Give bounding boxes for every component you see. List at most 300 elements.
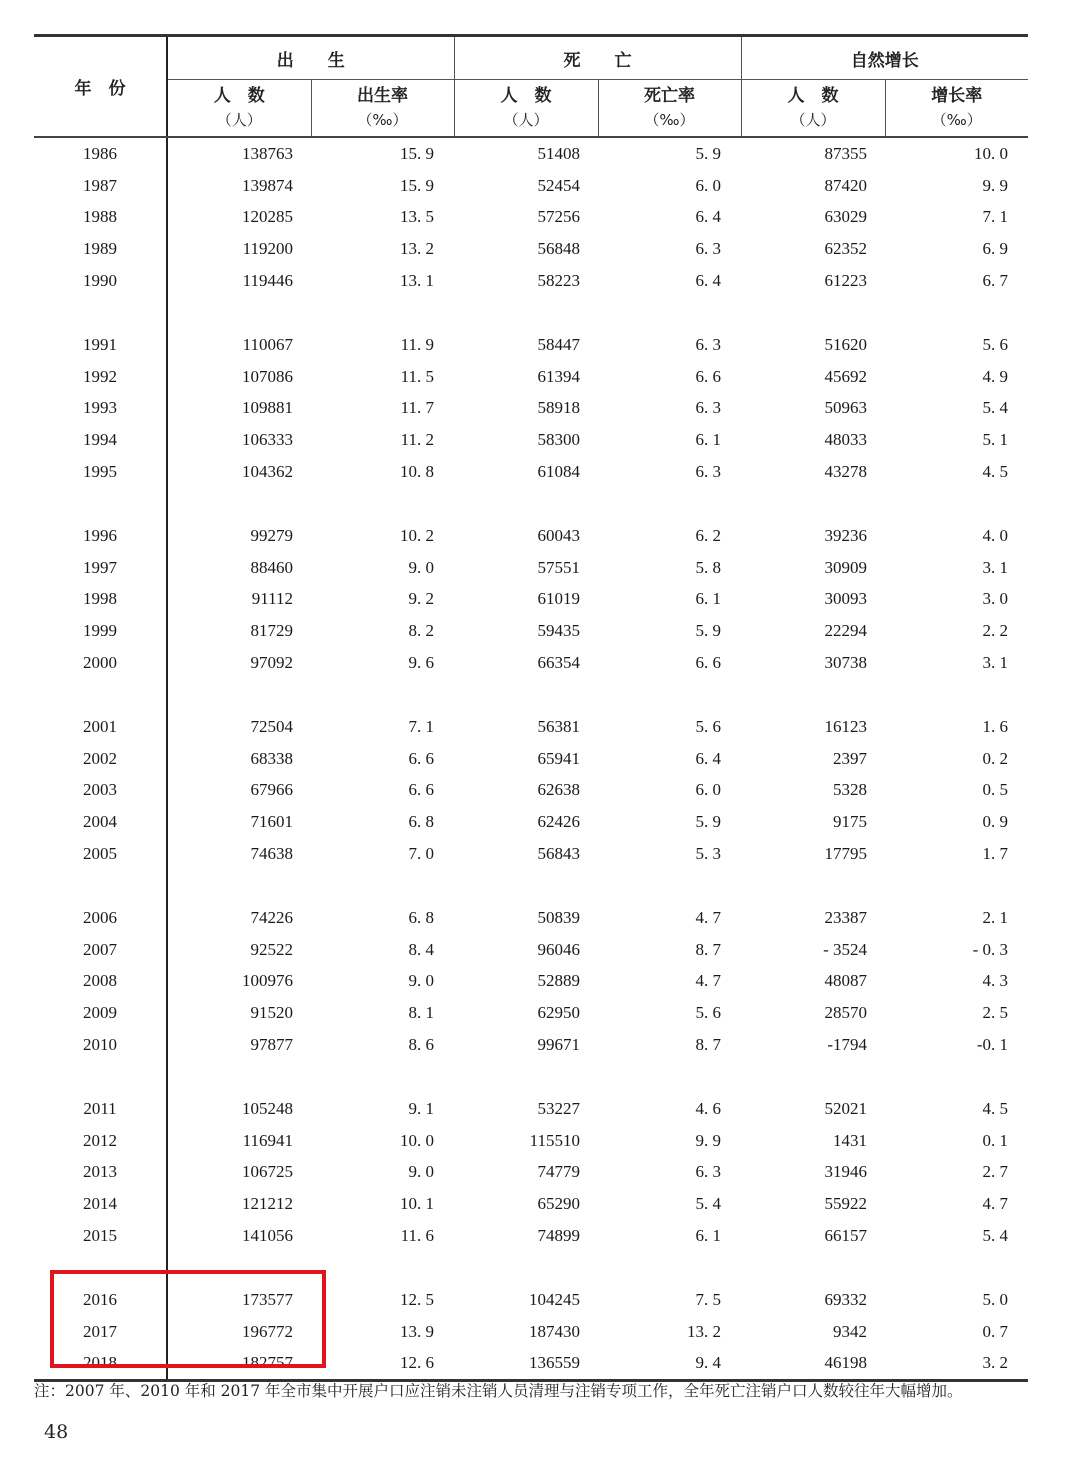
growth-count-cell: 50963	[824, 398, 867, 418]
deaths-count-cell: 56381	[537, 716, 580, 736]
growth-rate-cell: 2. 2	[982, 621, 1008, 641]
births-count-cell: 106333	[167, 424, 311, 456]
birth-rate-cell: 12. 5	[400, 1289, 434, 1309]
highlight-box	[50, 1270, 326, 1368]
death-rate-cell: 5. 9	[695, 143, 721, 163]
year-cell: 1993	[83, 398, 117, 418]
deaths-count-cell: 99671	[537, 1035, 580, 1055]
birth-rate-header	[311, 80, 454, 138]
death-rate-cell: 5. 3	[695, 844, 721, 864]
birth-rate-cell: 10. 8	[400, 462, 434, 482]
death-rate-cell: 5. 8	[695, 557, 721, 577]
deaths-count-cell: 52889	[537, 971, 580, 991]
births-count-cell: 141056	[167, 1220, 311, 1252]
year-cell: 1999	[83, 621, 117, 641]
deaths-count-cell: 115510	[529, 1130, 580, 1150]
table-row	[34, 170, 1028, 202]
birth-rate-label: 出生率	[357, 86, 408, 106]
year-cell: 1996	[83, 525, 117, 545]
year-cell: 2007	[83, 939, 117, 959]
births-count-cell: 91112	[167, 584, 311, 616]
table-row	[34, 615, 1028, 647]
year-cell: 1986	[83, 143, 117, 163]
birth-rate-cell: 6. 6	[408, 748, 434, 768]
deaths-group-header: 死 亡	[454, 36, 741, 80]
birth-rate-cell: 11. 2	[400, 430, 434, 450]
births-count-cell: 138763	[167, 137, 311, 170]
death-rate-cell: 5. 6	[695, 716, 721, 736]
spacer-cell	[885, 679, 1028, 711]
death-rate-cell: 6. 3	[695, 398, 721, 418]
spacer-cell	[167, 297, 311, 329]
growth-count-cell: 23387	[824, 907, 867, 927]
birth-rate-cell: 7. 1	[408, 716, 434, 736]
growth-count-header	[741, 80, 885, 138]
death-rate-cell: 6. 3	[695, 334, 721, 354]
birth-rate-cell: 13. 5	[400, 207, 434, 227]
deaths-count-cell: 59435	[537, 621, 580, 641]
spacer-cell	[598, 679, 741, 711]
death-rate-cell: 6. 3	[695, 1162, 721, 1182]
spacer-cell	[885, 488, 1028, 520]
year-cell: 2008	[83, 971, 117, 991]
death-rate-cell: 4. 7	[695, 907, 721, 927]
table-row	[34, 552, 1028, 584]
birth-rate-cell: 8. 6	[408, 1035, 434, 1055]
birth-rate-cell: 6. 8	[408, 907, 434, 927]
growth-rate-cell: 2. 7	[982, 1162, 1008, 1182]
deaths-count-cell: 66354	[537, 653, 580, 673]
year-cell: 1998	[83, 589, 117, 609]
death-rate-cell: 9. 4	[598, 1348, 741, 1381]
births-count-cell: 119200	[167, 233, 311, 265]
spacer-cell	[741, 1252, 885, 1284]
deaths-count-cell: 51408	[537, 143, 580, 163]
births-count-cell: 81729	[167, 615, 311, 647]
deaths-count-cell: 65290	[537, 1194, 580, 1214]
births-group-header: 出 生	[167, 36, 454, 80]
birth-rate-cell: 15. 9	[400, 143, 434, 163]
birth-rate-cell: 11. 6	[400, 1226, 434, 1245]
growth-rate-cell: 4. 5	[982, 462, 1008, 482]
deaths-count-cell: 58300	[537, 430, 580, 450]
births-count-cell: 91520	[167, 997, 311, 1029]
table-row	[34, 1093, 1028, 1125]
growth-count-cell: 66157	[824, 1226, 867, 1245]
growth-rate-cell: 2. 5	[982, 1003, 1008, 1023]
deaths-count-cell: 56843	[537, 844, 580, 864]
births-count-label: 人 数	[213, 86, 265, 106]
births-count-cell: 104362	[167, 456, 311, 488]
year-cell: 2003	[83, 780, 117, 800]
growth-rate-cell: 5. 1	[982, 430, 1008, 450]
spacer-cell	[311, 679, 454, 711]
growth-rate-cell: 4. 5	[982, 1098, 1008, 1118]
growth-count-cell: 87355	[824, 143, 867, 163]
births-count-cell: 71601	[167, 806, 311, 838]
spacer-cell	[311, 1252, 454, 1284]
spacer-cell	[454, 488, 598, 520]
death-rate-cell: 6. 1	[695, 589, 721, 609]
year-cell: 2004	[83, 812, 117, 832]
spacer-cell	[454, 679, 598, 711]
deaths-count-cell: 62950	[537, 1003, 580, 1023]
growth-count-cell: 55922	[824, 1194, 867, 1214]
growth-count-cell: 2397	[833, 748, 867, 768]
births-count-cell: 121212	[167, 1188, 311, 1220]
year-cell: 1989	[83, 239, 117, 259]
year-cell: 2001	[83, 716, 117, 736]
births-count-cell: 100976	[167, 966, 311, 998]
births-count-cell: 196772	[167, 1316, 311, 1348]
table-row	[34, 1220, 1028, 1252]
spacer-cell	[34, 297, 167, 329]
birth-rate-cell: 11. 9	[400, 334, 434, 354]
birth-rate-cell: 8. 4	[408, 939, 434, 959]
deaths-count-label: 人 数	[500, 86, 552, 106]
table-row	[34, 361, 1028, 393]
birth-rate-cell: 8. 1	[408, 1003, 434, 1023]
table-row	[34, 456, 1028, 488]
footnote: 注：2007 年、2010 年和 2017 年全市集中开展户口应注销未注销人员清理与注销专项工作，全年死亡注销户口人数较往年大幅增加。	[34, 1382, 963, 1400]
births-count-cell: 173577	[167, 1284, 311, 1316]
deaths-count-unit: （人）	[503, 111, 549, 129]
year-cell: 2011	[83, 1098, 117, 1118]
births-count-cell: 107086	[167, 361, 311, 393]
growth-rate-cell: 4. 9	[982, 366, 1008, 386]
birth-rate-cell: 8. 2	[408, 621, 434, 641]
growth-count-label: 人 数	[787, 86, 839, 106]
growth-count-unit: （人）	[790, 111, 836, 129]
year-cell: 2000	[83, 653, 117, 673]
death-rate-cell: 7. 5	[695, 1289, 721, 1309]
table-row	[34, 743, 1028, 775]
growth-rate-cell: 4. 7	[982, 1194, 1008, 1214]
spacer-row	[34, 488, 1028, 520]
table-row	[34, 1188, 1028, 1220]
growth-rate-cell: 9. 9	[982, 175, 1008, 195]
death-rate-cell: 8. 7	[695, 939, 721, 959]
spacer-row	[34, 297, 1028, 329]
birth-rate-cell: 9. 0	[408, 1162, 434, 1182]
spacer-cell	[885, 297, 1028, 329]
death-rate-cell: 6. 6	[695, 653, 721, 673]
growth-count-cell: 63029	[824, 207, 867, 227]
growth-rate-cell: 5. 4	[982, 398, 1008, 418]
growth-count-cell: 16123	[824, 716, 867, 736]
death-rate-cell: 13. 2	[687, 1321, 721, 1341]
deaths-count-cell: 62638	[537, 780, 580, 800]
growth-count-cell: 69332	[824, 1289, 867, 1309]
spacer-cell	[598, 1061, 741, 1093]
deaths-count-cell: 57256	[537, 207, 580, 227]
table-body	[34, 137, 1028, 1381]
growth-rate-header	[885, 80, 1028, 138]
births-count-cell: 92522	[167, 934, 311, 966]
deaths-count-cell: 96046	[537, 939, 580, 959]
birth-rate-cell: 6. 8	[408, 812, 434, 832]
birth-rate-unit: （‰）	[357, 111, 408, 129]
growth-rate-cell: - 0. 3	[972, 939, 1008, 959]
growth-rate-cell: 0. 9	[982, 812, 1008, 832]
growth-count-cell: 31946	[824, 1162, 867, 1182]
year-cell: 2014	[83, 1194, 117, 1214]
growth-count-cell: 46198	[741, 1348, 885, 1381]
spacer-row	[34, 679, 1028, 711]
birth-rate-cell: 13. 1	[400, 271, 434, 291]
growth-count-cell: -1794	[827, 1035, 867, 1055]
year-cell: 1987	[83, 175, 117, 195]
growth-count-cell: 62352	[824, 239, 867, 259]
spacer-row	[34, 1061, 1028, 1093]
births-count-cell: 116941	[167, 1125, 311, 1157]
birth-rate-cell: 10. 1	[400, 1194, 434, 1214]
death-rate-cell: 6. 0	[695, 175, 721, 195]
year-cell: 1988	[83, 207, 117, 227]
deaths-count-cell: 61084	[537, 462, 580, 482]
growth-rate-unit: （‰）	[931, 111, 982, 129]
growth-rate-cell: 3. 0	[982, 589, 1008, 609]
births-count-cell: 105248	[167, 1093, 311, 1125]
deaths-count-cell: 136559	[454, 1348, 598, 1381]
growth-count-cell: 51620	[824, 334, 867, 354]
death-rate-cell: 8. 7	[695, 1035, 721, 1055]
growth-rate-cell: 0. 2	[982, 748, 1008, 768]
births-count-cell: 120285	[167, 202, 311, 234]
growth-count-cell: 43278	[824, 462, 867, 482]
births-count-cell: 74226	[167, 902, 311, 934]
table-row	[34, 647, 1028, 679]
growth-count-cell: 9342	[833, 1321, 867, 1341]
deaths-count-cell: 50839	[537, 907, 580, 927]
table-row	[34, 711, 1028, 743]
death-rate-cell: 6. 3	[695, 239, 721, 259]
deaths-count-cell: 56848	[537, 239, 580, 259]
year-cell: 1990	[83, 271, 117, 291]
death-rate-cell: 5. 9	[695, 621, 721, 641]
deaths-count-cell: 74899	[537, 1226, 580, 1245]
growth-count-cell: 45692	[824, 366, 867, 386]
death-rate-cell: 6. 3	[695, 462, 721, 482]
growth-rate-cell: 5. 6	[982, 334, 1008, 354]
growth-count-cell: 22294	[824, 621, 867, 641]
births-count-header	[167, 80, 311, 138]
growth-count-cell: 5328	[833, 780, 867, 800]
spacer-cell	[598, 870, 741, 902]
table-row	[34, 997, 1028, 1029]
birth-rate-cell: 9. 6	[408, 653, 434, 673]
year-cell: 2013	[83, 1162, 117, 1182]
death-rate-cell: 9. 9	[695, 1130, 721, 1150]
spacer-row	[34, 870, 1028, 902]
growth-count-cell: 52021	[824, 1098, 867, 1118]
growth-rate-cell: 1. 7	[982, 844, 1008, 864]
death-rate-cell: 6. 4	[695, 748, 721, 768]
year-cell: 2015	[83, 1226, 117, 1245]
growth-count-cell: 39236	[824, 525, 867, 545]
growth-rate-cell: 0. 5	[982, 780, 1008, 800]
table-row	[34, 934, 1028, 966]
growth-rate-cell: 3. 1	[982, 653, 1008, 673]
population-change-table	[34, 34, 1028, 1382]
spacer-cell	[741, 488, 885, 520]
year-cell: 1991	[83, 334, 117, 354]
deaths-count-cell: 187430	[529, 1321, 580, 1341]
spacer-cell	[167, 870, 311, 902]
births-count-cell: 109881	[167, 393, 311, 425]
growth-count-cell: 9175	[833, 812, 867, 832]
birth-rate-cell: 6. 6	[408, 780, 434, 800]
spacer-cell	[311, 297, 454, 329]
death-rate-cell: 4. 7	[695, 971, 721, 991]
growth-count-cell: 17795	[824, 844, 867, 864]
table-row	[34, 902, 1028, 934]
table-row	[34, 424, 1028, 456]
birth-rate-cell: 9. 2	[408, 589, 434, 609]
table-row	[34, 265, 1028, 297]
births-count-cell: 97877	[167, 1029, 311, 1061]
births-count-cell: 119446	[167, 265, 311, 297]
spacer-cell	[311, 870, 454, 902]
death-rate-cell: 6. 1	[695, 1226, 721, 1245]
growth-rate-cell: 0. 1	[982, 1130, 1008, 1150]
header-sub-row	[34, 80, 1028, 138]
year-cell: 1997	[83, 557, 117, 577]
birth-rate-cell: 10. 2	[400, 525, 434, 545]
table-row	[34, 329, 1028, 361]
deaths-count-cell: 53227	[537, 1098, 580, 1118]
deaths-count-cell: 65941	[537, 748, 580, 768]
growth-rate-label: 增长率	[931, 86, 983, 106]
death-rate-unit: （‰）	[644, 111, 695, 129]
table-row	[34, 838, 1028, 870]
spacer-cell	[454, 1252, 598, 1284]
deaths-count-cell: 62426	[537, 812, 580, 832]
year-cell: 1995	[83, 462, 117, 482]
spacer-cell	[167, 488, 311, 520]
growth-count-cell: 30909	[824, 557, 867, 577]
birth-rate-cell: 13. 9	[400, 1321, 434, 1341]
deaths-count-cell: 58223	[537, 271, 580, 291]
birth-rate-cell: 9. 1	[408, 1098, 434, 1118]
deaths-count-cell: 74779	[537, 1162, 580, 1182]
growth-rate-cell: 4. 3	[982, 971, 1008, 991]
spacer-cell	[885, 1252, 1028, 1284]
year-cell: 2010	[83, 1035, 117, 1055]
year-cell: 2009	[83, 1003, 117, 1023]
growth-rate-cell: 4. 0	[982, 525, 1008, 545]
growth-rate-cell: 0. 7	[982, 1321, 1008, 1341]
births-count-cell: 99279	[167, 520, 311, 552]
growth-count-cell: 48087	[824, 971, 867, 991]
deaths-count-header	[454, 80, 598, 138]
growth-rate-cell: 5. 4	[982, 1226, 1008, 1245]
spacer-cell	[167, 1061, 311, 1093]
birth-rate-cell: 15. 9	[400, 175, 434, 195]
spacer-cell	[741, 870, 885, 902]
deaths-count-cell: 57551	[537, 557, 580, 577]
table-row	[34, 233, 1028, 265]
spacer-cell	[167, 679, 311, 711]
table-row	[34, 520, 1028, 552]
birth-rate-cell: 9. 0	[408, 971, 434, 991]
growth-rate-cell: 6. 7	[982, 271, 1008, 291]
death-rate-cell: 5. 4	[695, 1194, 721, 1214]
year-cell: 2017	[83, 1321, 117, 1341]
deaths-count-cell: 58918	[537, 398, 580, 418]
year-column-header: 年 份	[34, 36, 167, 138]
spacer-cell	[34, 1061, 167, 1093]
spacer-cell	[454, 870, 598, 902]
birth-rate-cell: 7. 0	[408, 844, 434, 864]
death-rate-cell: 6. 2	[695, 525, 721, 545]
death-rate-label: 死亡率	[644, 86, 695, 106]
year-cell: 2016	[83, 1289, 117, 1309]
table-row	[34, 806, 1028, 838]
death-rate-cell: 6. 4	[695, 207, 721, 227]
growth-count-cell: 1431	[833, 1130, 867, 1150]
deaths-count-cell: 104245	[529, 1289, 580, 1309]
page-number: 48	[44, 1421, 69, 1443]
births-count-cell: 182757	[167, 1348, 311, 1381]
year-cell: 1992	[83, 366, 117, 386]
growth-count-cell: 61223	[824, 271, 867, 291]
table-row	[34, 393, 1028, 425]
growth-rate-cell: 5. 0	[982, 1289, 1008, 1309]
year-cell: 2005	[83, 844, 117, 864]
growth-count-cell: 28570	[824, 1003, 867, 1023]
growth-rate-cell: 10. 0	[974, 143, 1008, 163]
births-count-cell: 68338	[167, 743, 311, 775]
spacer-cell	[741, 679, 885, 711]
spacer-cell	[34, 679, 167, 711]
birth-rate-cell: 11. 5	[400, 366, 434, 386]
population-table-container	[34, 34, 1014, 1382]
spacer-cell	[885, 1061, 1028, 1093]
growth-rate-cell: 6. 9	[982, 239, 1008, 259]
birth-rate-cell: 11. 7	[400, 398, 434, 418]
spacer-cell	[454, 297, 598, 329]
death-rate-cell: 5. 9	[695, 812, 721, 832]
growth-count-cell: - 3524	[823, 939, 867, 959]
spacer-cell	[311, 488, 454, 520]
spacer-cell	[741, 1061, 885, 1093]
births-count-cell: 106725	[167, 1157, 311, 1189]
spacer-cell	[311, 1061, 454, 1093]
deaths-count-cell: 52454	[537, 175, 580, 195]
growth-count-cell: 48033	[824, 430, 867, 450]
death-rate-cell: 5. 6	[695, 1003, 721, 1023]
deaths-count-cell: 61394	[537, 366, 580, 386]
births-count-cell: 72504	[167, 711, 311, 743]
table-header	[34, 36, 1028, 138]
table-row	[34, 1157, 1028, 1189]
year-cell: 2002	[83, 748, 117, 768]
spacer-cell	[598, 488, 741, 520]
spacer-cell	[741, 297, 885, 329]
death-rate-cell: 6. 6	[695, 366, 721, 386]
spacer-cell	[598, 297, 741, 329]
growth-count-cell: 30093	[824, 589, 867, 609]
growth-rate-cell: 3. 2	[885, 1348, 1028, 1381]
births-count-unit: （人）	[216, 111, 262, 129]
births-count-cell: 139874	[167, 170, 311, 202]
growth-rate-cell: 7. 1	[982, 207, 1008, 227]
spacer-cell	[598, 1252, 741, 1284]
births-count-cell: 110067	[167, 329, 311, 361]
birth-rate-cell: 12. 6	[311, 1348, 454, 1381]
death-rate-cell: 4. 6	[695, 1098, 721, 1118]
